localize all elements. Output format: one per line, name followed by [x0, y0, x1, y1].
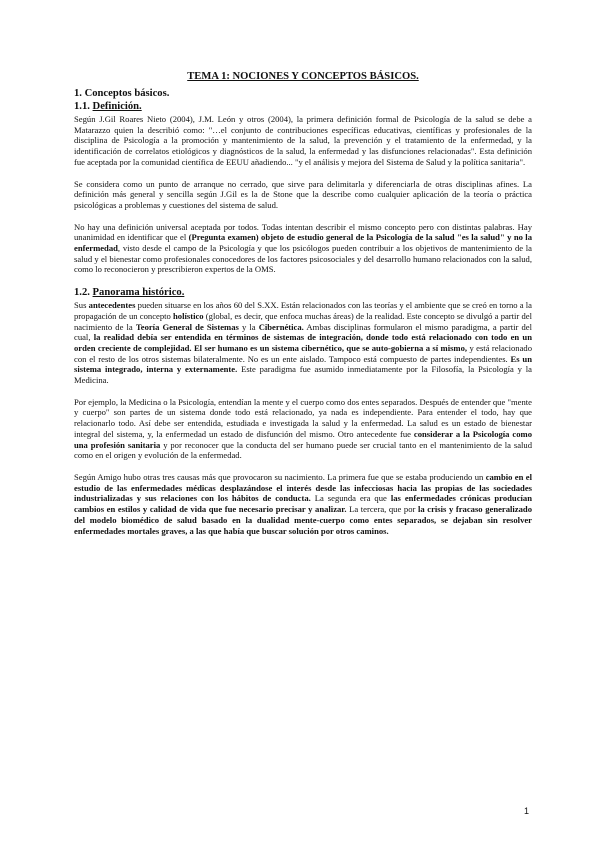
text-run: Ambas disciplinas formularon el mismo paradigma, a partir del cual, — [74, 321, 532, 343]
bold-run-pregunta-examen: (Pregunta examen) objeto de estudio general de la Psicología de la salud "es la salud" y no la enfermedad — [74, 232, 532, 254]
bold-run: cambio en el estudio de las enfermedades médicas desplazándose el interés desde las infecciosas hacia las propias de las sociedades industrializadas y sus relaciones con los hábitos de conducta. — [74, 471, 532, 504]
paragraph-objeto-estudio — [74, 222, 532, 276]
paragraph-definicion-stone: Se considera como un punto de arranque no cerrado, que sirve para delimitarla y diferenciarla de otras disciplinas afines. La definición más general y sencilla según J.Gil es la de Stone que la describe como cualquier aplicación de la teoría o práctica psicológicas a problemas y cuestiones del sistema de salud. — [74, 178, 532, 210]
bold-run: Teoría General de Sistemas — [135, 321, 239, 332]
bold-run: Es un sistema integrado, interna y externamente. — [74, 353, 532, 375]
text-run: No hay una definición universal aceptada por todos. Todas intentan describir el mismo concepto pero con distintas palabras. Hay unanimidad en identificar que el — [74, 221, 532, 243]
paragraph-antecedentes — [74, 300, 532, 386]
text-run: (global, es decir, que enfoca muchas áreas) de la realidad. Este concepto se divulgó a partir del nacimiento de la — [74, 310, 532, 332]
page-number: 1 — [524, 806, 530, 816]
text-run: y la — [238, 321, 259, 332]
subsection-label: Definición. — [92, 101, 142, 112]
text-run: La tercera, que por — [346, 504, 418, 515]
paragraph-mente-cuerpo — [74, 397, 532, 461]
bold-run: la realidad debía ser entendida en términos de sistemas de integración, donde todo está relacionado con todo en un orden creciente de complejidad. El ser humano es un sistema cibernético, que se auto-gobierna a sí mismo, — [74, 332, 532, 353]
paragraph-definicion-matarazzo: Según J.Gil Roares Nieto (2004), J.M. León y otros (2004), la primera definición formal de Psicología de la salud se debe a Matarazzo quien la describió como: "…el conjunto de contribuciones específicas educativas, científicas y profesionales de la disciplina de Psicología a la promoción y mantenimiento de la salud, la prevención y el tratamiento de la enfermedad, y la identificación de correlatos etiológicos y diagnósticos de la salud, la enfermedad y las disfunciones relacionadas". Esta definición fue aceptada por la comunidad científica de EEUU añadiendo... "y el análisis y mejora del Sistema de Salud y la política sanitaria". — [74, 114, 532, 167]
text-run: Por ejemplo, la Medicina o la Psicología, entendían la mente y el cuerpo como dos entes separados. Después de entender que "mente y cuerpo" son partes de un sistema donde todo está relacionado, ya nada es independiente. Para entender el todo, hay que relacionarlo todo. Así debe ser entendida, estudiada e investigada la salud y la enfermedad. La salud es un estado de bienestar integral del sistema, y, la enfermedad un estado de disfunción del mismo. Otro antecedente fue — [74, 396, 532, 439]
bold-run: holístico — [173, 310, 204, 321]
bold-run: las enfermedades crónicas producían cambios en estilos y calidad de vida que fue necesario precisar y analizar. — [74, 493, 532, 515]
subsection-heading-panorama-historico — [74, 286, 532, 299]
bold-run: la crisis y fracaso generalizado del modelo biomédico de salud basado en la dualidad mente-cuerpo como entes separados, se dejaban sin resolver enfermedades mortales graves, a las que había que buscar solución por otros caminos. — [74, 504, 532, 536]
text-run: La segunda era que — [310, 493, 391, 504]
subsection-heading-definicion — [74, 100, 532, 113]
bold-run: considerar a la Psicología como una profesión sanitaria — [74, 428, 532, 450]
subsection-number: 1.2. — [74, 287, 93, 299]
text-run: Este paradigma fue asumido inmediatamente por la Filosofía, la Psicología y la Medicina. — [74, 364, 532, 386]
bold-run: Cibernética. — [258, 321, 304, 332]
subsection-label: Panorama histórico. — [92, 287, 185, 299]
text-run: y está relacionado con el resto de los otros sistemas bilateralmente. No es un ente aislado. Tampoco está compuesto de partes independientes. — [74, 342, 532, 364]
subsection-number: 1.1. — [74, 101, 93, 112]
bold-run: antecedentes — [88, 300, 136, 311]
text-run: Sus — [74, 300, 89, 311]
paragraph-causas-amigo — [74, 472, 532, 536]
text-run: pueden situarse en los años 60 del S.XX. Están relacionados con las teorías y el ambiente que se creó en torno a la propagación de un concepto — [74, 300, 532, 321]
text-run: y por reconocer que la conducta del ser humano puede ser crucial tanto en el mantenimiento de la salud como en el origen y evolución de la enfermedad. — [74, 439, 532, 461]
document-title: TEMA 1: NOCIONES Y CONCEPTOS BÁSICOS. — [187, 71, 419, 82]
text-run: , visto desde el campo de la Psicología y que los psicólogos pueden contribuir a los objetivos de mantenimiento de la salud y el bienestar como profesionales conocedores de los factores psicosociales y del desarrollo humano relacionados con la salud, como lo reconocieron y prescribieron expertos de la OMS. — [74, 243, 532, 275]
section-heading-conceptos-basicos: 1. Conceptos básicos. — [74, 88, 170, 99]
text-run: Según Amigo hubo otras tres causas más que provocaron su nacimiento. La primera fue que se estaba produciendo un — [74, 471, 486, 482]
document-body — [74, 70, 532, 536]
